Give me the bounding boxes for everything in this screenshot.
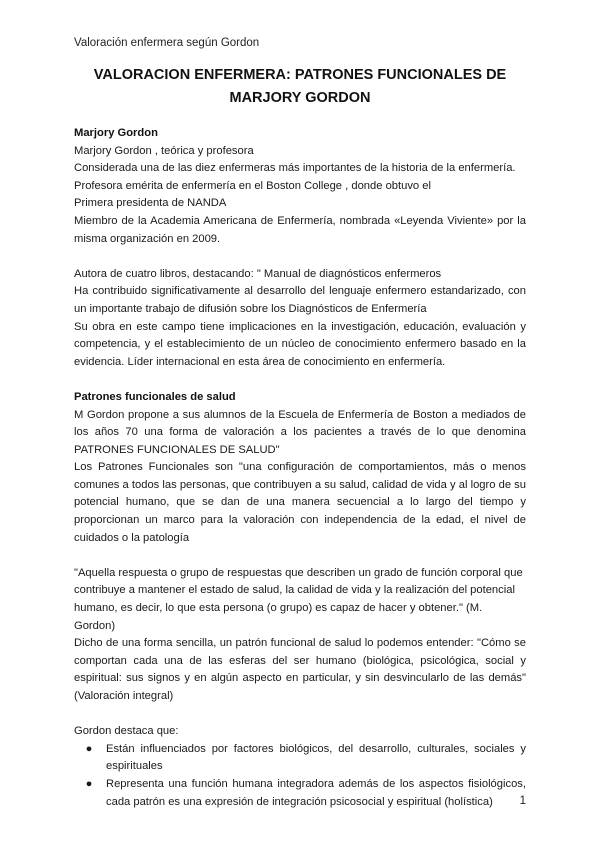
page-number: 1 <box>519 795 526 807</box>
bio-line: Su obra en este campo tiene implicaciones en la investigación, educación, evaluación y competencia, y el establecimiento de un núcleo de conocimiento enfermero basado en la evidencia. Líder internacional en esta área de conocimiento en enfermería. <box>74 320 526 368</box>
quote-paragraph: "Aquella respuesta o grupo de respuestas que describen un grado de función corporal que contribuye a mantener el estado de salud, la calidad de vida y la realización del potencial humano, es decir, lo que esta persona (o grupo) es capaz de hacer y obtener." (M. Gordon) <box>74 566 523 632</box>
section-heading-patrones: Patrones funcionales de salud <box>74 390 236 403</box>
running-header: Valoración enfermera según Gordon <box>74 37 260 49</box>
bullet-list <box>74 741 526 811</box>
bio-line: Miembro de la Academia Americana de Enfermería, nombrada «Leyenda Viviente» por la misma organización en 2009. <box>74 214 526 245</box>
list-intro: Gordon destaca que: <box>74 725 179 738</box>
document-title: VALORACION ENFERMERA: PATRONES FUNCIONALES DE MARJORY GORDON <box>93 67 507 106</box>
paragraph-gap <box>74 248 526 266</box>
paragraph: M Gordon propone a sus alumnos de la Escuela de Enfermería de Boston a mediados de los años 70 una forma de valoración a los pacientes a través de lo que denomina PATRONES FUNCIONALES DE SALUD" <box>74 408 526 456</box>
bio-line: Considerada una de las diez enfermeras más importantes de la historia de la enfermería. <box>74 162 516 175</box>
bio-line: Profesora emérita de enfermería en el Boston College , donde obtuvo el <box>74 179 431 192</box>
list-item-text: Están influenciados por factores biológicos, del desarrollo, culturales, sociales y espirituales <box>106 742 526 773</box>
bio-line: Marjory Gordon , teórica y profesora <box>74 144 254 157</box>
paragraph: Los Patrones Funcionales son "una configuración de comportamientos, más o menos comunes a todos las personas, que contribuyen a su salud, calidad de vida y al logro de su potencial humano, que se dan de una manera secuencial a lo largo del tiempo y proporcionan un marco para la valoración con independencia de la edad, el nivel de cuidados o la patología <box>74 461 526 544</box>
bullet-icon: ● <box>85 742 93 755</box>
paragraph-gap <box>74 371 526 389</box>
paragraph-gap <box>74 547 526 565</box>
bullet-icon: ● <box>85 777 93 790</box>
list-item-text: Representa una función humana integradora además de los aspectos fisiológicos, cada patrón es una expresión de integración psicosocial y espiritual (holística) <box>106 777 526 808</box>
list-item <box>84 741 526 776</box>
list-item <box>84 776 526 811</box>
bio-line: Primera presidenta de NANDA <box>74 197 227 210</box>
section-heading-marjory-gordon: Marjory Gordon <box>74 127 158 139</box>
bio-line: Autora de cuatro libros, destacando: " Manual de diagnósticos enfermeros <box>74 267 442 280</box>
document-body <box>74 125 526 811</box>
paragraph: Dicho de una forma sencilla, un patrón funcional de salud lo podemos entender: "Cómo se comportan cada una de las esferas del ser humano (biológica, psicológica, social y espiritual: sus signos y en algún aspecto en particular, y sin desvincularlo de las demás" (Valoración integral) <box>74 637 526 702</box>
paragraph-gap <box>74 706 526 724</box>
bio-line: Ha contribuido significativamente al desarrollo del lenguaje enfermero estandarizado, con un importante trabajo de difusión sobre los Diagnósticos de Enfermería <box>74 285 526 315</box>
